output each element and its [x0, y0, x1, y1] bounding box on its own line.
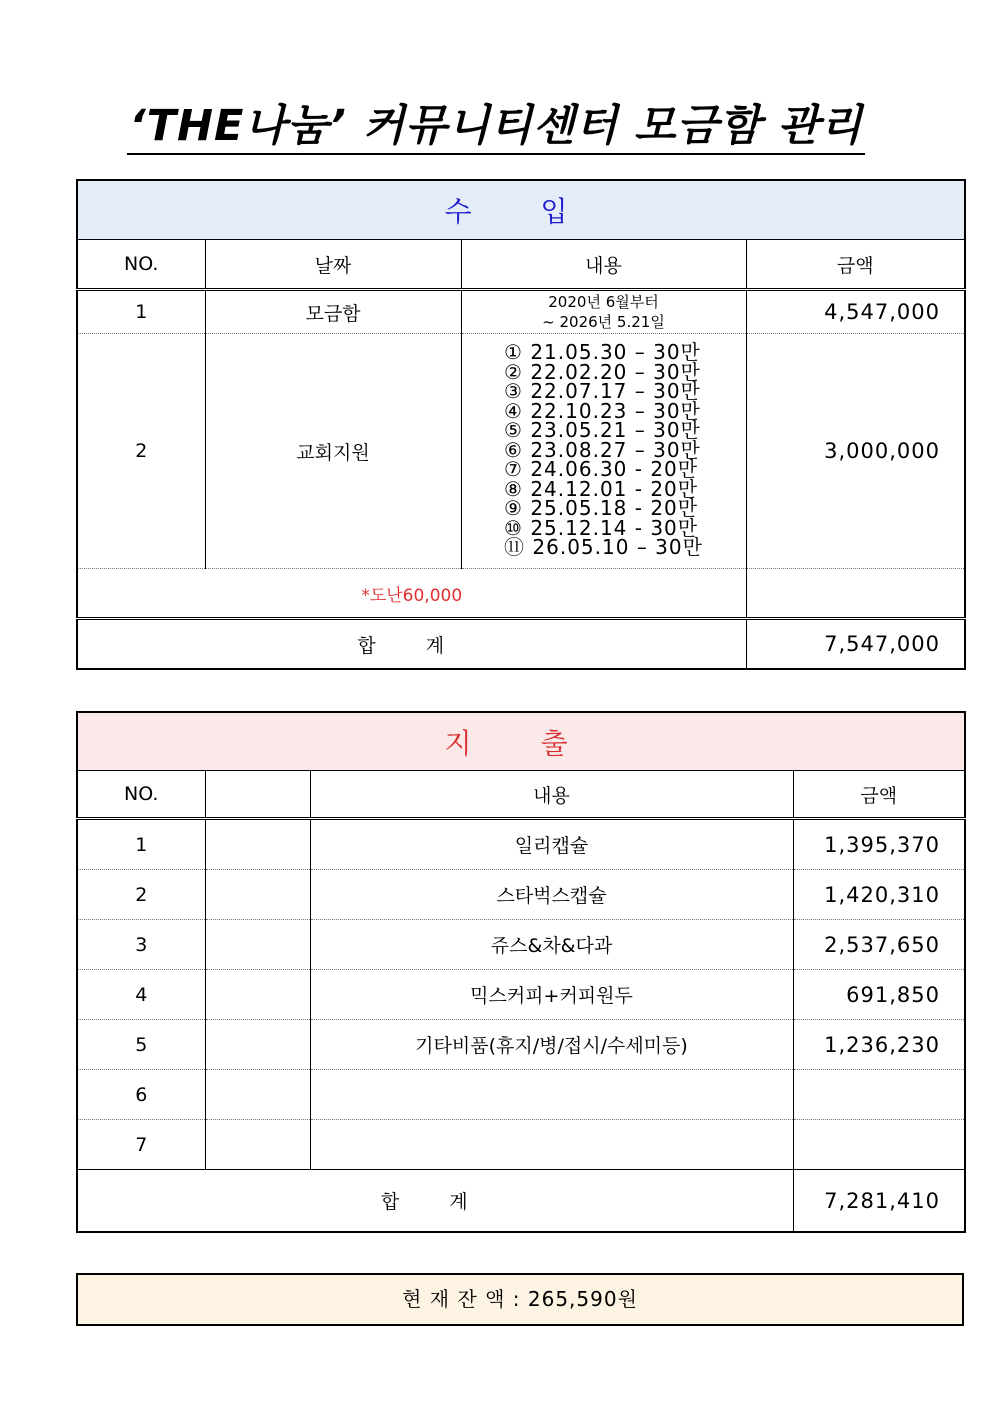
page-title: [0, 92, 992, 153]
expense-col-no: NO.: [77, 771, 205, 819]
expense-row-no: 2: [77, 870, 205, 920]
table-row: [77, 1120, 965, 1170]
theft-note-amount: [746, 569, 965, 619]
income-row-date: 모금함: [205, 290, 461, 334]
expense-col-content: 내용: [310, 771, 793, 819]
income-total-label: 합 계: [77, 619, 746, 670]
income-row-amount: 3,000,000: [746, 334, 965, 569]
table-row: [77, 920, 965, 970]
table-row: [77, 290, 965, 334]
table-row: [77, 970, 965, 1020]
expense-col-amount: 금액: [793, 771, 965, 819]
income-content-line: ~ 2026년 5.21일: [542, 313, 665, 331]
expense-row-content: 일리캡슐: [310, 819, 793, 870]
list-item: ⑨ 25.05.18 - 20만: [504, 496, 699, 520]
expense-row-amount: 691,850: [793, 970, 965, 1020]
expense-row-no: 5: [77, 1020, 205, 1070]
table-row: [77, 819, 965, 870]
income-total-amount: 7,547,000: [824, 632, 940, 656]
expense-row-amount: [793, 1120, 965, 1170]
income-col-content: 내용: [461, 240, 746, 290]
church-support-list: [504, 340, 703, 559]
table-row: [77, 334, 965, 569]
expense-row-amount: 1,420,310: [793, 870, 965, 920]
list-item: ⑪ 26.05.10 – 30만: [504, 535, 703, 559]
income-row-no: 1: [77, 290, 205, 334]
income-row-content: [461, 290, 746, 334]
table-row: [77, 1020, 965, 1070]
expense-row-no: 4: [77, 970, 205, 1020]
expense-row-no: 1: [77, 819, 205, 870]
list-item: ⑦ 24.06.30 - 20만: [504, 457, 699, 481]
list-item: ⑤ 23.05.21 – 30만: [504, 418, 701, 442]
table-row: [77, 1070, 965, 1120]
expense-row-no: 3: [77, 920, 205, 970]
list-item: ① 21.05.30 – 30만: [504, 340, 701, 364]
list-item: ⑥ 23.08.27 – 30만: [504, 437, 701, 462]
page-title-text: ‘THE나눔’ 커뮤니티센터 모금함 관리: [127, 101, 864, 155]
list-item: ④ 22.10.23 – 30만: [504, 398, 701, 423]
expense-header: 지 출: [77, 712, 965, 771]
expense-row-no: 7: [77, 1120, 205, 1170]
income-col-date: 날짜: [205, 240, 461, 290]
expense-row-no: 6: [77, 1070, 205, 1120]
income-col-amount: 금액: [746, 240, 965, 290]
expense-table: [76, 711, 966, 1233]
expense-row-amount: 2,537,650: [793, 920, 965, 970]
income-header: 수 입: [77, 180, 965, 240]
income-row-amount: 4,547,000: [746, 290, 965, 334]
expense-row-content: 기타비품(휴지/병/접시/수세미등): [310, 1020, 793, 1070]
income-row-content: [461, 334, 746, 569]
current-balance: 현 재 잔 액 : 265,590원: [76, 1273, 964, 1326]
theft-note: *도난60,000: [77, 569, 746, 619]
expense-row-content: [310, 1120, 793, 1170]
list-item: ⑩ 25.12.14 - 30만: [504, 515, 699, 540]
expense-row-amount: 1,395,370: [793, 819, 965, 870]
income-col-no: NO.: [77, 240, 205, 290]
expense-col-blank: [205, 771, 310, 819]
expense-row-amount: 1,236,230: [793, 1020, 965, 1070]
income-row-date: 교회지원: [205, 334, 461, 569]
expense-row-content: 쥬스&차&다과: [310, 920, 793, 970]
list-item: ⑧ 24.12.01 - 20만: [504, 476, 699, 501]
income-content-line: 2020년 6월부터: [548, 293, 659, 311]
expense-total-amount: 7,281,410: [824, 1188, 940, 1213]
expense-row-amount: [793, 1070, 965, 1120]
list-item: ③ 22.07.17 – 30만: [504, 379, 701, 403]
expense-total-label: 합 계: [77, 1170, 793, 1233]
expense-row-content: 스타벅스캡슐: [310, 870, 793, 920]
table-row: [77, 870, 965, 920]
income-row-no: 2: [77, 334, 205, 569]
expense-row-content: [310, 1070, 793, 1120]
income-table: [76, 179, 966, 670]
expense-row-content: 믹스커피+커피원두: [310, 970, 793, 1020]
list-item: ② 22.02.20 – 30만: [504, 359, 701, 384]
